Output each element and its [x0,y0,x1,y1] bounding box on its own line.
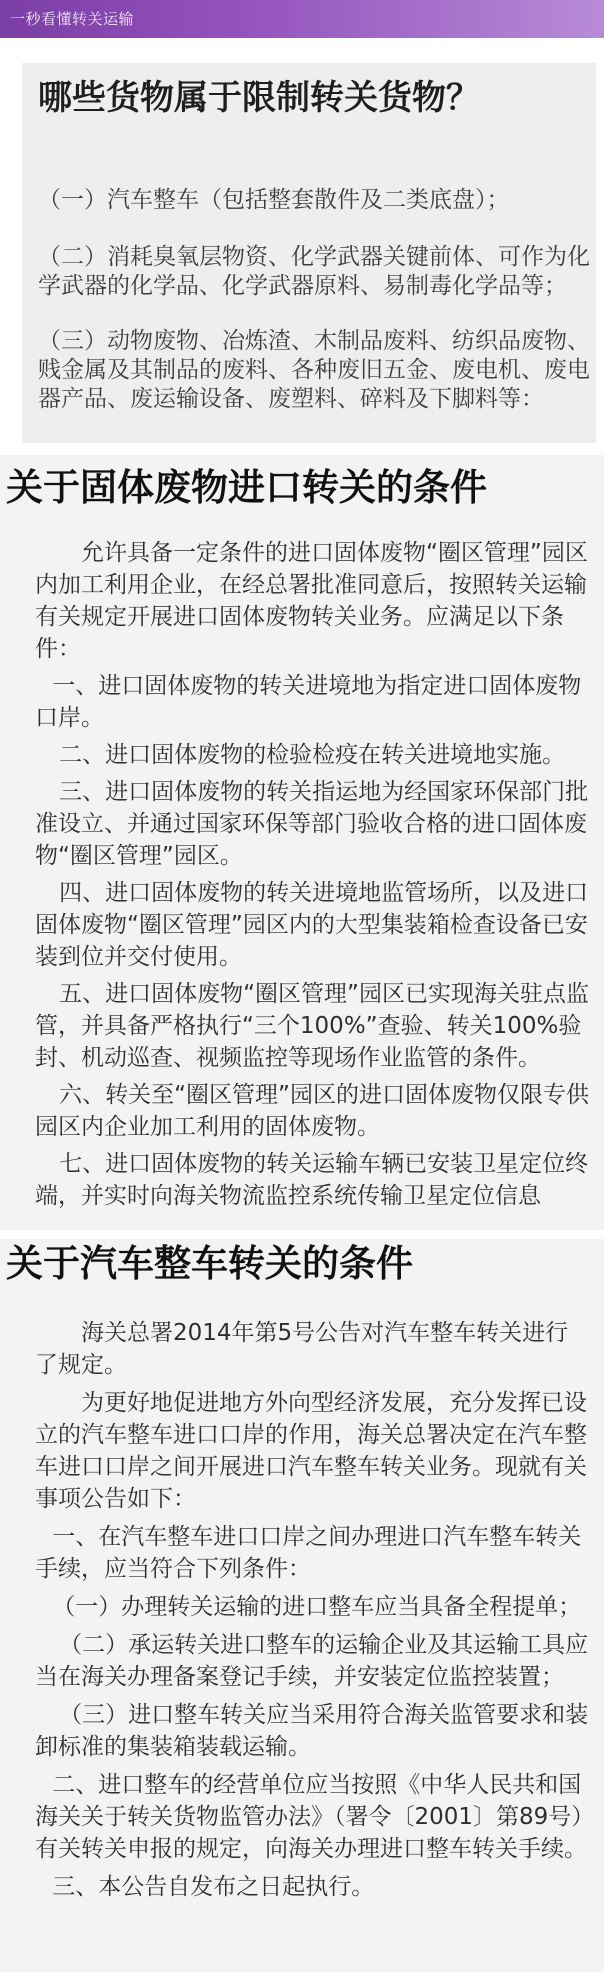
vehicle-transit-paragraph: （三）进口整车转关应当采用符合海关监管要求和装卸标准的集装箱装载运输。 [35,1702,589,1760]
restricted-goods-item: （一）汽车整车（包括整套散件及二类底盘）； [38,187,510,213]
solid-waste-condition: 四、进口固体废物的转关进境地监管场所，以及进口固体废物“圈区管理”园区内的大型集装箱检查设备已安装到位并交付使用。 [35,880,589,970]
restricted-goods-item: （二）消耗臭氧层物资、化学武器关键前体、可作为化学武器的化学品、化学武器原料、易制毒化学品等； [38,244,590,299]
solid-waste-condition: 三、进口固体废物的转关指运地为经国家环保部门批准设立、并通过国家环保等部门验收合格的进口固体废物“圈区管理”园区。 [35,779,589,869]
vehicle-transit-paragraph: 三、本公告自发布之日起执行。 [52,1874,375,1900]
solid-waste-intro: 允许具备一定条件的进口固体废物“圈区管理”园区内加工利用企业，在经总署批准同意后，按照转关运输有关规定开展进口固体废物转关业务。应满足以下条件： [35,540,588,662]
header-bar [0,0,604,38]
vehicle-transit-section [0,1239,604,1972]
restricted-goods-box [22,63,596,443]
restricted-goods-item: （三）动物废物、冶炼渣、木制品废料、纺织品废物、贱金属及其制品的废料、各种废旧五金、废电机、废电器产品、废运输设备、废塑料、碎料及下脚料等： [38,328,590,412]
vehicle-transit-paragraph: 二、进口整车的经营单位应当按照《中华人民共和国海关关于转关货物监管办法》（署令〔2001〕第89号）有关转关申报的规定，向海关办理进口整车转关手续。 [35,1772,587,1862]
solid-waste-title: 关于固体废物进口转关的条件 [6,466,487,509]
vehicle-transit-paragraph: （二）承运转关进口整车的运输企业及其运输工具应当在海关办理备案登记手续，并安装定位监控装置； [35,1632,589,1690]
vehicle-transit-paragraph: （一）办理转关运输的进口整车应当具备全程提单； [52,1594,582,1620]
header-title: 一秒看懂转关运输 [10,10,135,28]
vehicle-transit-title: 关于汽车整车转关的条件 [6,1242,413,1285]
solid-waste-condition: 五、进口固体废物“圈区管理”园区已实现海关驻点监管，并具备严格执行“三个100%”查验、转关100%验封、机动巡查、视频监控等现场作业监管的条件。 [35,981,589,1071]
solid-waste-condition: 六、转关至“圈区管理”园区的进口固体废物仅限专供园区内企业加工利用的固体废物。 [35,1082,589,1140]
restricted-goods-title: 哪些货物属于限制转关货物？ [38,78,480,118]
solid-waste-section [0,455,604,1230]
vehicle-transit-paragraph: 一、在汽车整车进口口岸之间办理进口汽车整车转关手续，应当符合下列条件： [35,1524,582,1582]
vehicle-transit-paragraph: 海关总署2014年第5号公告对汽车整车转关进行了规定。 [35,1320,569,1378]
solid-waste-condition: 七、进口固体废物的转关运输车辆已安装卫星定位终端，并实时向海关物流监控系统传输卫星定位信息 [35,1151,589,1209]
vehicle-transit-paragraph: 为更好地促进地方外向型经济发展，充分发挥已设立的汽车整车进口口岸的作用，海关总署决定在汽车整车进口口岸之间开展进口汽车整车转关业务。现就有关事项公告如下： [35,1390,587,1512]
solid-waste-condition: 一、进口固体废物的转关进境地为指定进口固体废物口岸。 [35,673,582,731]
solid-waste-condition: 二、进口固体废物的检验检疫在转关进境地实施。 [59,742,566,768]
